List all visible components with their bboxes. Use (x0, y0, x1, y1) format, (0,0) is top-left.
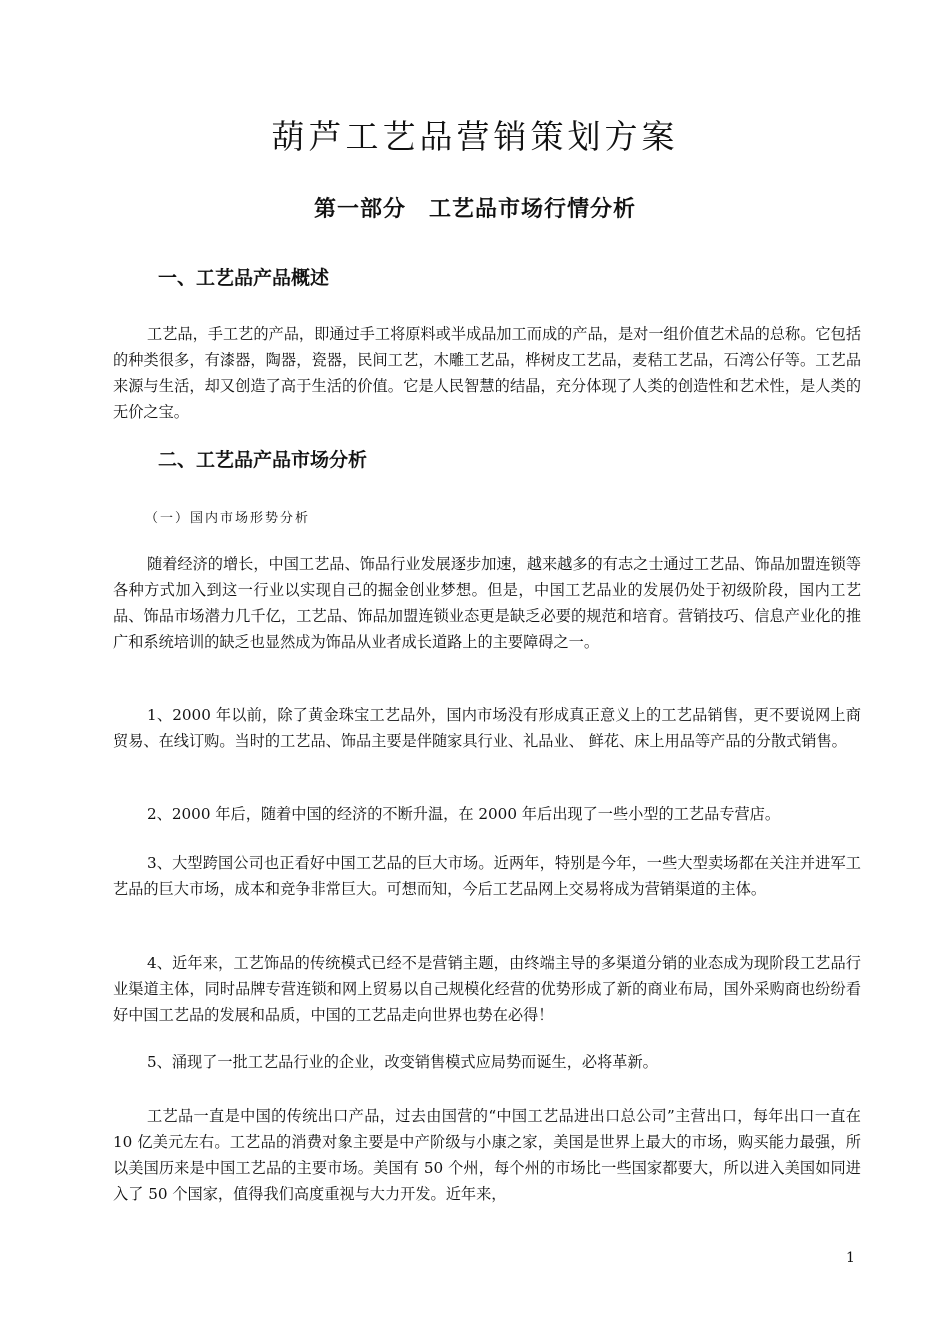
paragraph-point-4: 4、近年来，工艺饰品的传统模式已经不是营销主题，由终端主导的多渠道分销的业态成为现阶段工艺品行业渠道主体，同时品牌专营连锁和网上贸易以自己规模化经营的优势形成了新的商业布局，国外采购商也纷纷看好中国工艺品的发展和品质，中国的工艺品走向世界也势在必得！ (113, 954, 861, 1024)
page-number: 1 (846, 1250, 855, 1266)
document-title: 葫芦工艺品营销策划方案 (271, 117, 679, 156)
paragraph-point-2: 2、2000 年后，随着中国的经济的不断升温，在 2000 年后出现了一些小型的工艺品专营店。 (147, 805, 781, 823)
paragraph-overview: 工艺品，手工艺的产品，即通过手工将原料或半成品加工而成的产品，是对一组价值艺术品的总称。它包括的种类很多，有漆器，陶器，瓷器，民间工艺，木雕工艺品，桦树皮工艺品，麦秸工艺品，石湾公仔等。工艺品来源与生活，却又创造了高于生活的价值。它是人民智慧的结晶，充分体现了人类的创造性和艺术性，是人类的无价之宝。 (113, 325, 861, 421)
paragraph-point-5: 5、涌现了一批工艺品行业的企业，改变销售模式应局势而诞生，必将革新。 (147, 1053, 658, 1071)
paragraph-export: 工艺品一直是中国的传统出口产品，过去由国营的“中国工艺品进出口总公司”主营出口，每年出口一直在 10 亿美元左右。工艺品的消费对象主要是中产阶级与小康之家，美国是世界上最大的市场，购买能力最强，所以美国历来是中国工艺品的主要市场。美国有 50 个州，每个州的市场比一些国家都要大，所以进入美国如同进入了 50 个国家，值得我们高度重视与大力开发。近年来， (113, 1107, 861, 1203)
section-heading-market-analysis: 二、工艺品产品市场分析 (158, 449, 368, 471)
paragraph-domestic-intro: 随着经济的增长，中国工艺品、饰品行业发展逐步加速，越来越多的有志之士通过工艺品、饰品加盟连锁等各种方式加入到这一行业以实现自己的掘金创业梦想。但是，中国工艺品业的发展仍处于初级阶段，国内工艺品、饰品市场潜力几千亿，工艺品、饰品加盟连锁业态更是缺乏必要的规范和培育。营销技巧、信息产业化的推广和系统培训的缺乏也显然成为饰品从业者成长道路上的主要障碍之一。 (113, 555, 861, 651)
section-heading-overview: 一、工艺品产品概述 (158, 267, 330, 289)
subsection-heading-domestic: （一）国内市场形势分析 (145, 511, 311, 526)
paragraph-point-3: 3、大型跨国公司也正看好中国工艺品的巨大市场。近两年，特别是今年，一些大型卖场都在关注并进军工艺品的巨大市场，成本和竞争非常巨大。可想而知，今后工艺品网上交易将成为营销渠道的主体。 (113, 854, 861, 898)
part-heading: 第一部分 工艺品市场行情分析 (313, 197, 636, 222)
paragraph-point-1: 1、2000 年以前，除了黄金珠宝工艺品外，国内市场没有形成真正意义上的工艺品销售，更不要说网上商贸易、在线订购。当时的工艺品、饰品主要是伴随家具行业、礼品业、 鲜花、床上用品等产品的分散式销售。 (113, 706, 861, 750)
